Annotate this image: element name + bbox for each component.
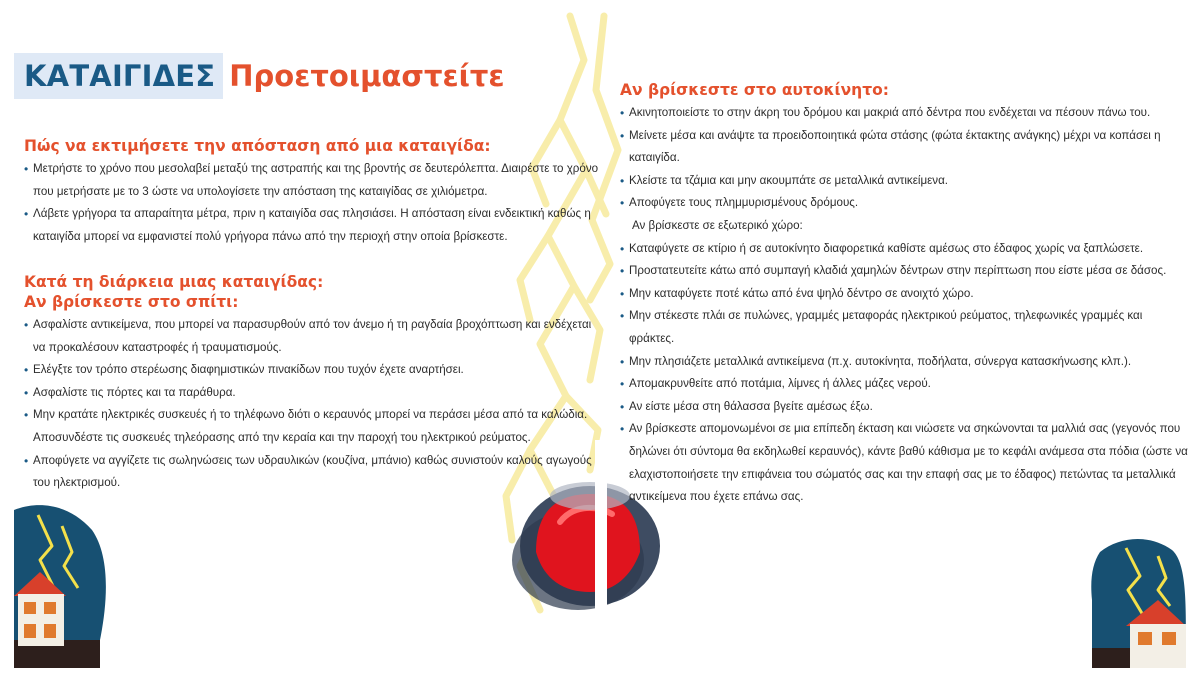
- storm-house-icon: [1091, 539, 1186, 668]
- list-item: • Μετρήστε το χρόνο που μεσολαβεί μεταξύ της αστραπής και της βροντής σε δευτερόλεπτα. Διαιρέστε το χρόνο που μετρήσατε με το 3 ώστε να υπολογίσετε την απόσταση της καταιγίδας σε χιλιόμετρα.: [24, 158, 604, 203]
- storm-during-heading: Κατά τη διάρκεια μιας καταιγίδας:: [24, 273, 324, 291]
- list-item: • Προστατευτείτε κάτω από συμπαγή κλαδιά χαμηλών δέντρων στην περίπτωση που είστε μέσα σε δάσος.: [620, 260, 1188, 283]
- distance-list: [24, 158, 604, 248]
- list-item: • Αποφύγετε να αγγίζετε τις σωληνώσεις των υδραυλικών (κουζίνα, μπάνιο) καθώς συνιστούν καλούς αγωγούς του ηλεκτρισμού.: [24, 450, 604, 495]
- list-item: • Απομακρυνθείτε από ποτάμια, λίμνες ή άλλες μάζες νερού.: [620, 373, 1188, 396]
- list-item: • Μην πλησιάζετε μεταλλικά αντικείμενα (π.χ. αυτοκίνητα, ποδήλατα, σύνεργα κατασκήνωσης κλπ.).: [620, 351, 1188, 374]
- list-item: • Αν είστε μέσα στη θάλασσα βγείτε αμέσως έξω.: [620, 396, 1188, 419]
- list-item: • Ασφαλίστε αντικείμενα, που μπορεί να παρασυρθούν από τον άνεμο ή τη ραγδαία βροχόπτωση και ενδέχεται να προκαλέσουν καταστροφές ή τραυματισμούς.: [24, 314, 604, 359]
- list-item: • Μην στέκεστε πλάι σε πυλώνες, γραμμές μεταφοράς ηλεκτρικού ρεύματος, τηλεφωνικές γραμμές και φράκτες.: [620, 305, 1188, 350]
- title-band: [14, 53, 223, 99]
- title-subtitle: Προετοιμαστείτε: [229, 59, 505, 93]
- distance-heading: Πώς να εκτιμήσετε την απόσταση από μια καταιγίδα:: [24, 137, 491, 155]
- home-list: [24, 314, 604, 495]
- home-section: [24, 272, 604, 495]
- storm-house-icon: [14, 505, 106, 668]
- list-item: • Μην καταφύγετε ποτέ κάτω από ένα ψηλό δέντρο σε ανοιχτό χώρο.: [620, 283, 1188, 306]
- list-item: • Ακινητοποιείστε το στην άκρη του δρόμου και μακριά από δέντρα που ενδέχεται να πέσουν πάνω του.: [620, 102, 1188, 125]
- car-list: [620, 102, 1188, 509]
- list-item: • Αν βρίσκεστε απομονωμένοι σε μια επίπεδη έκταση και νιώσετε να σηκώνονται τα μαλλιά σας (γεγονός που δηλώνει ότι σύντομα θα εκδηλωθεί κεραυνός), κάντε βαθύ κάθισμα με το κεφάλι ανάμεσα στα πόδια (ώστε να ελαχιστοποιήσετε την επιφάνεια του σώματός σας και την επαφή σας με το έδαφος) πετώντας τα μεταλλικά αντικείμενα που έχετε επάνω σας.: [620, 418, 1188, 508]
- outdoor-label: Αν βρίσκεστε σε εξωτερικό χώρο:: [632, 218, 803, 232]
- list-item: • Μην κρατάτε ηλεκτρικές συσκευές ή το τηλέφωνο διότι ο κεραυνός μπορεί να περάσει μέσα από τα καλώδια. Αποσυνδέστε τις συσκευές τηλεόρασης από την κεραία και την παροχή του ηλεκτρικού ρεύματος.: [24, 404, 604, 449]
- list-item: • Λάβετε γρήγορα τα απαραίτητα μέτρα, πριν η καταιγίδα σας πλησιάσει. Η απόσταση είναι ενδεικτική καθώς η καταιγίδα μπορεί να εμφανιστεί πολύ γρήγορα πάνω από την περιοχή στην οποία βρίσκεστε.: [24, 203, 604, 248]
- car-section: [620, 80, 1188, 509]
- distance-section: [24, 136, 604, 248]
- title-main: ΚΑΤΑΙΓΙΔΕΣ: [24, 59, 216, 93]
- list-item: • Αποφύγετε τους πλημμυρισμένους δρόμους.: [620, 192, 1188, 215]
- list-item: • Καταφύγετε σε κτίριο ή σε αυτοκίνητο διαφορετικά καθίστε αμέσως στο έδαφος χωρίς να ξαπλώσετε.: [620, 238, 1188, 261]
- home-heading: Αν βρίσκεστε στο σπίτι:: [24, 293, 239, 311]
- list-item: • Κλείστε τα τζάμια και μην ακουμπάτε σε μεταλλικά αντικείμενα.: [620, 170, 1188, 193]
- list-item: • Ελέγξτε τον τρόπο στερέωσης διαφημιστικών πινακίδων που τυχόν έχετε αναρτήσει.: [24, 359, 604, 382]
- list-item: • Μείνετε μέσα και ανάψτε τα προειδοποιητικά φώτα στάσης (φώτα έκτακτης ανάγκης) μέχρι να κοπάσει η καταιγίδα.: [620, 125, 1188, 170]
- page-title: [14, 52, 505, 100]
- list-item: • Ασφαλίστε τις πόρτες και τα παράθυρα.: [24, 382, 604, 405]
- car-heading: Αν βρίσκεστε στο αυτοκίνητο:: [620, 81, 889, 99]
